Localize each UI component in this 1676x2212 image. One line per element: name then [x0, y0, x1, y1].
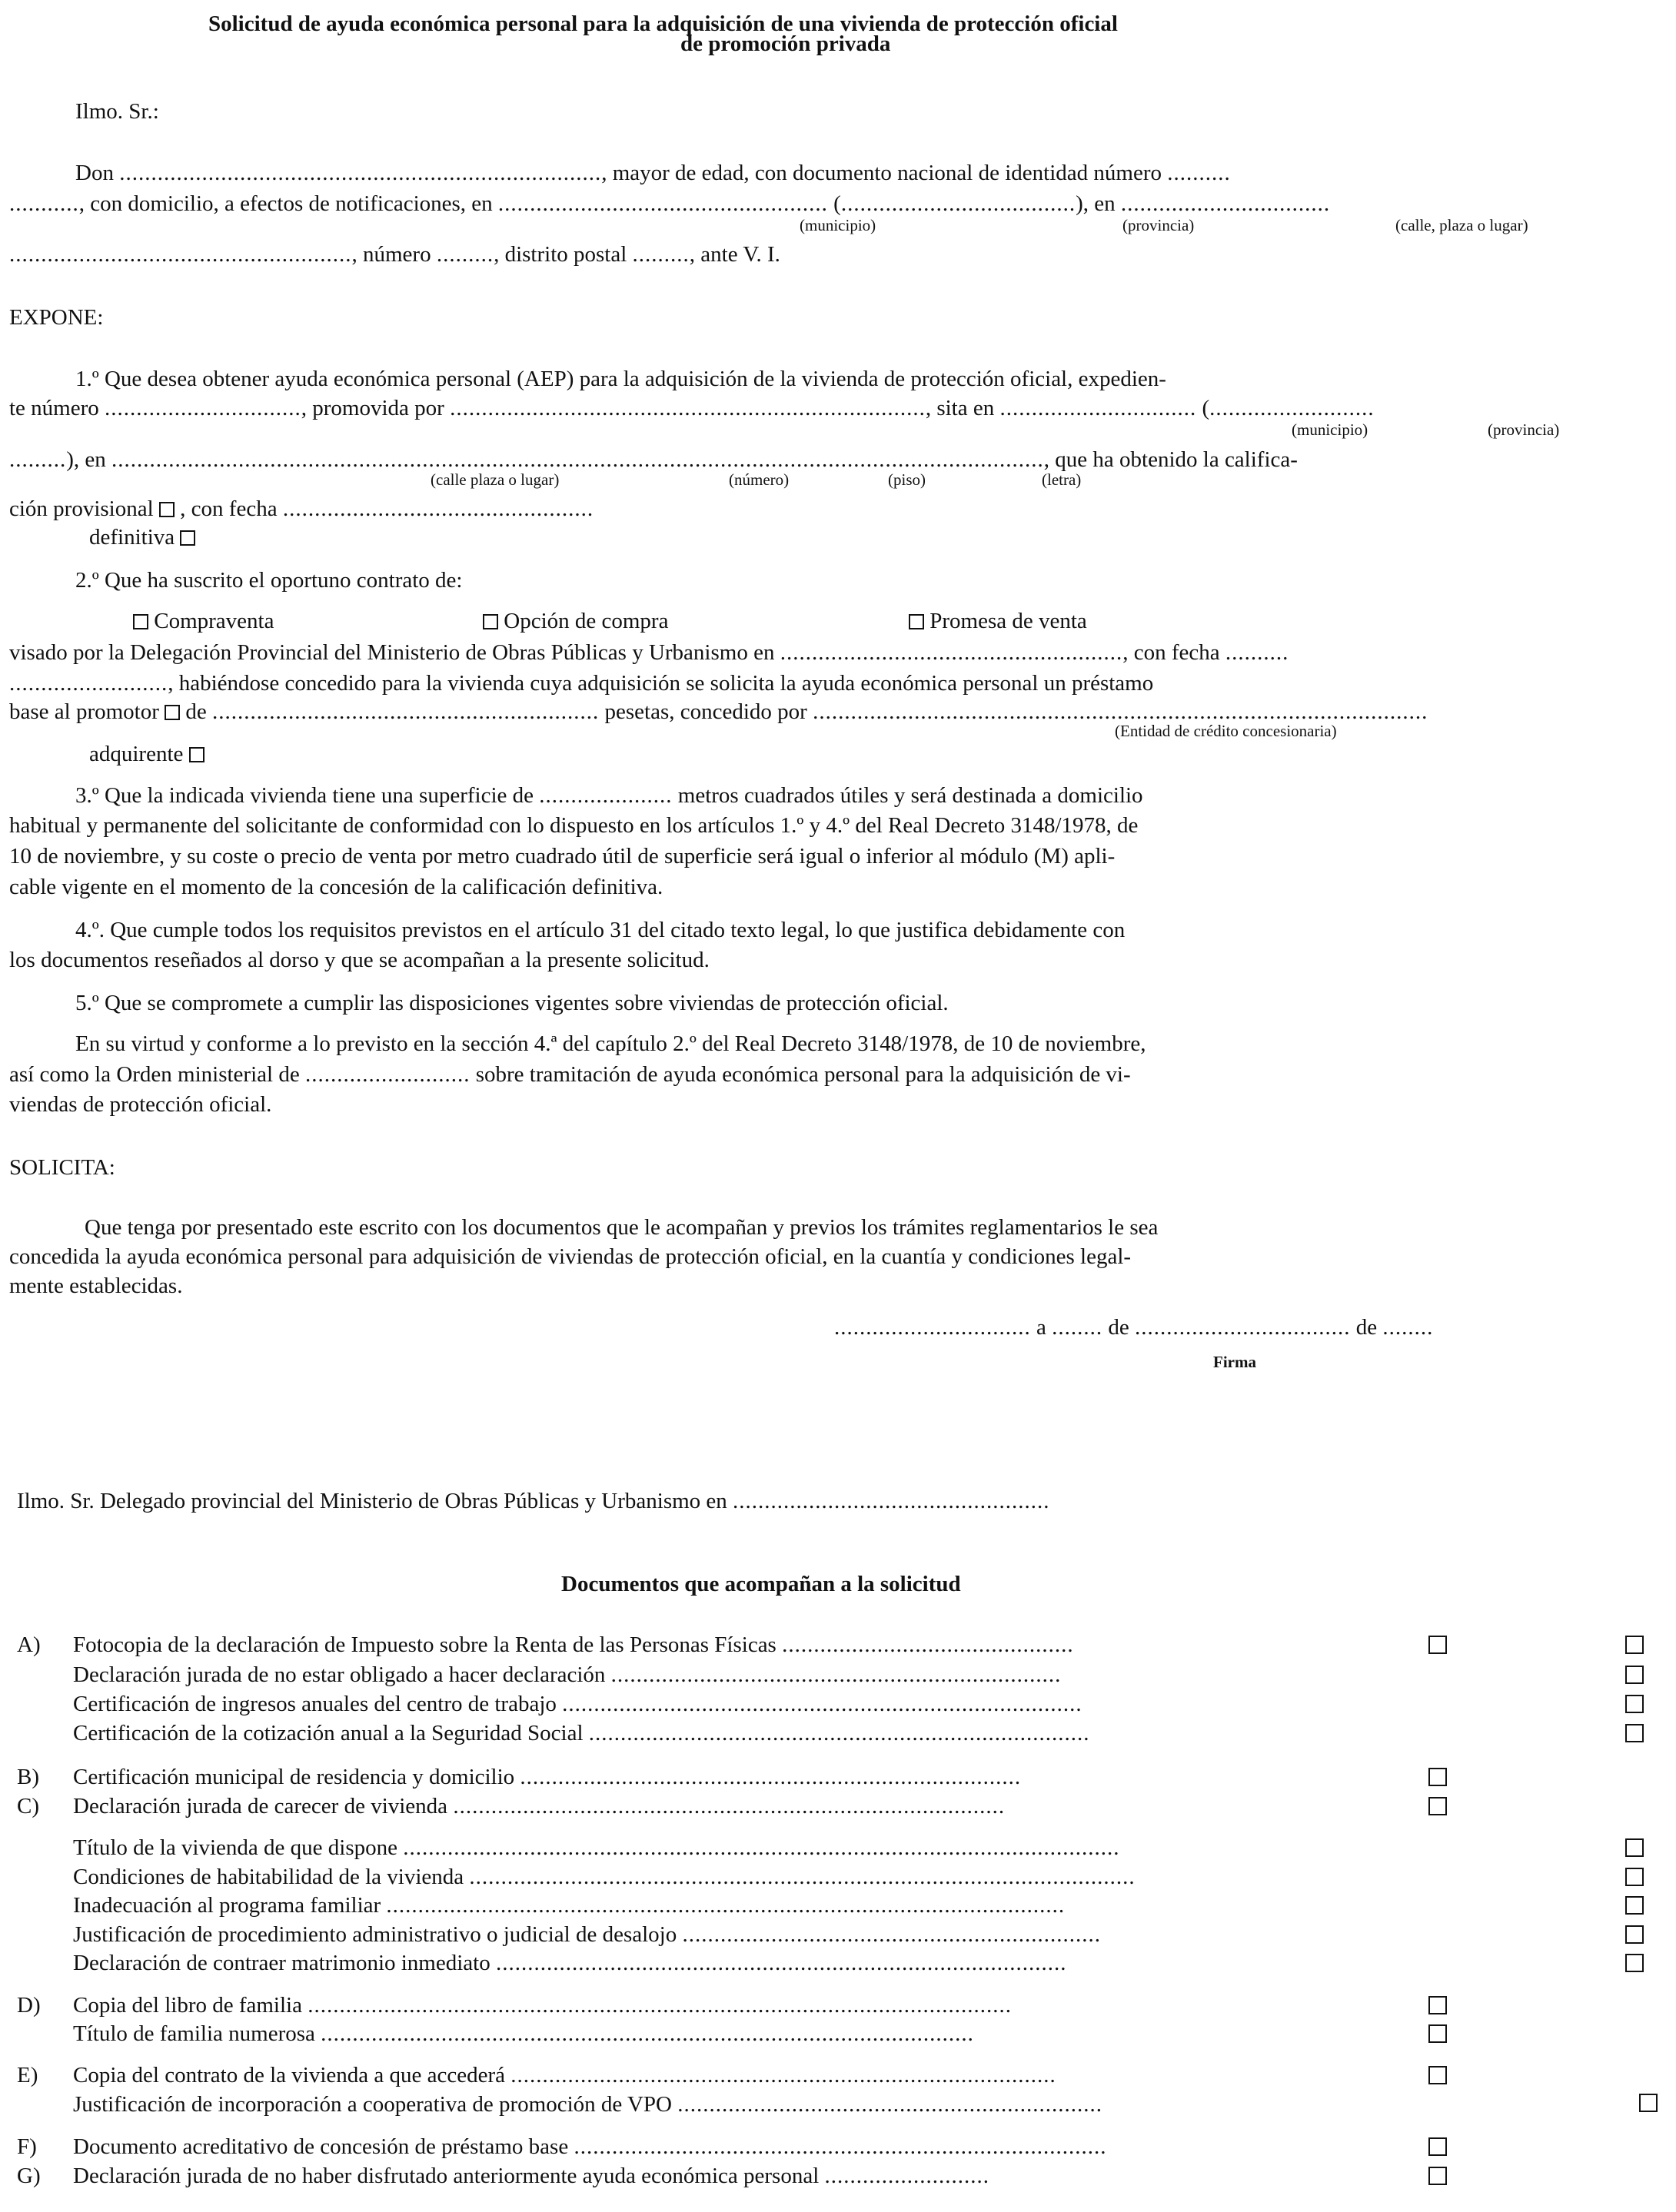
promotor-checkbox[interactable] — [165, 705, 180, 720]
sub-calle: (calle, plaza o lugar) — [1395, 216, 1528, 234]
sub-municipio: (municipio) — [800, 216, 876, 234]
doc-item: Documento acreditativo de concesión de préstamo base .................................................................................... — [73, 2134, 1107, 2159]
doc-checkbox-a1-b[interactable] — [1625, 1636, 1644, 1654]
doc-letter: C) — [17, 1794, 39, 1818]
addressee-line: Ilmo. Sr. Delegado provincial del Ministerio de Obras Públicas y Urbanismo en .................................................. — [17, 1489, 1050, 1513]
opcion-compra-checkbox[interactable] — [483, 614, 498, 629]
p1-sub-numero: (número) — [729, 470, 790, 489]
adquirente-checkbox[interactable] — [189, 747, 205, 762]
p1-sub-provincia: (provincia) — [1488, 420, 1560, 439]
p1-provincia-field[interactable]: .......................... — [1209, 396, 1375, 420]
p4-line-2: los documentos reseñados al dorso y que se acompañan a la presente solicitud. — [9, 948, 710, 972]
intro-line-3: ......................................................, número ........., distrito postal ........., ante V. I. — [9, 242, 780, 267]
p2-line-4: ........................., habiéndose concedido para la vivienda cuya adquisición se solicita la ayuda económica personal un préstamo — [9, 671, 1154, 696]
intro-line-1: Don ............................................................................, mayor de edad, con documento nacional de identidad número .......... — [75, 161, 1231, 185]
cp-field[interactable]: ......... — [632, 242, 690, 267]
p3-line-2: habitual y permanente del solicitante de conformidad con lo dispuesto en los artículos 1.º y 4.º del Real Decreto 3148/1978, de — [9, 813, 1139, 838]
doc-item: Certificación municipal de residencia y domicilio ............................................................................... — [73, 1765, 1022, 1789]
doc-checkbox-c5[interactable] — [1625, 1954, 1644, 1972]
doc-checkbox-a3[interactable] — [1625, 1695, 1644, 1713]
doc-letter: G) — [17, 2164, 41, 2188]
visado-en-field[interactable]: ...................................................... — [780, 640, 1123, 665]
p2-options: Compraventa — [133, 608, 274, 634]
p4-line-1: 4.º. Que cumple todos los requisitos previstos en el artículo 31 del citado texto legal, lo que justifica debidamente con — [75, 918, 1126, 942]
calle-field-cont[interactable]: ...................................................... — [9, 242, 352, 267]
p1-sub-calle: (calle plaza o lugar) — [431, 470, 560, 489]
doc-item: Copia del libro de familia ............................................................................................................... — [73, 1993, 1012, 2018]
p1-line-5: definitiva — [89, 524, 195, 550]
calle-field[interactable]: ................................. — [1120, 191, 1331, 216]
p1-address-field[interactable]: ................................................................................................................................................... — [111, 447, 1044, 472]
p3-line-3: 10 de noviembre, y su coste o precio de venta por metro cuadrado útil de superficie será igual o inferior al módulo (M) apli- — [9, 844, 1116, 869]
doc-item: Certificación de la cotización anual a la Seguridad Social ............................................................................... — [73, 1721, 1090, 1745]
doc-letter: E) — [17, 2063, 38, 2087]
dni-field-cont[interactable]: ........... — [9, 191, 79, 216]
doc-checkbox-e2[interactable] — [1639, 2094, 1658, 2112]
sub-provincia: (provincia) — [1122, 216, 1195, 234]
doc-checkbox-a4[interactable] — [1625, 1724, 1644, 1742]
firma-label: Firma — [1213, 1353, 1256, 1371]
doc-item: Inadecuación al programa familiar ........................................................................................................... — [73, 1893, 1066, 1918]
p2-line-6: adquirente — [89, 741, 205, 767]
definitiva-checkbox[interactable] — [180, 530, 195, 546]
doc-checkbox-d2[interactable] — [1428, 2024, 1447, 2043]
numero-field[interactable]: ......... — [436, 242, 494, 267]
name-field[interactable]: ............................................................................ — [119, 161, 602, 185]
documents-heading: Documentos que acompañan a la solicitud — [561, 1572, 961, 1596]
dia-field[interactable]: ........ — [1052, 1315, 1103, 1340]
doc-checkbox-c1[interactable] — [1625, 1838, 1644, 1857]
p2-sub-entidad: (Entidad de crédito concesionaria) — [1115, 722, 1337, 740]
solicita-line-1: Que tenga por presentado este escrito con los documentos que le acompañan y previos los trámites reglamentarios le sea — [85, 1215, 1159, 1240]
doc-checkbox-f[interactable] — [1428, 2137, 1447, 2156]
lugar-field[interactable]: ............................... — [834, 1315, 1031, 1340]
visado-fecha-cont[interactable]: ......................... — [9, 671, 168, 696]
p2-line-5: base al promotor de ............................................................. pesetas, concedido por ................................................................................................. — [9, 699, 1428, 724]
orden-ministerial-field[interactable]: .......................... — [304, 1062, 471, 1087]
p6-line-2: así como la Orden ministerial de .......................... sobre tramitación de ayuda económica personal para la adquisición de vi- — [9, 1062, 1131, 1087]
doc-item: Certificación de ingresos anuales del centro de trabajo .................................................................................. — [73, 1692, 1082, 1716]
p6-line-3: viendas de protección oficial. — [9, 1092, 272, 1117]
p1-provincia-cont[interactable]: ......... — [9, 447, 67, 472]
doc-item: Declaración jurada de carecer de vivienda ....................................................................................... — [73, 1794, 1006, 1818]
doc-checkbox-g[interactable] — [1428, 2167, 1447, 2185]
municipio-field[interactable]: .................................................... — [497, 191, 828, 216]
p1-line-1: 1.º Que desea obtener ayuda económica personal (AEP) para la adquisición de la vivienda de protección oficial, expedien- — [75, 367, 1166, 391]
dni-field[interactable]: .......... — [1167, 161, 1231, 185]
p3-line-4: cable vigente en el momento de la concesión de la calificación definitiva. — [9, 875, 663, 899]
doc-letter: F) — [17, 2134, 37, 2159]
superficie-field[interactable]: ..................... — [539, 783, 673, 808]
promesa-venta-checkbox[interactable] — [909, 614, 924, 629]
form-title-line2: de promoción privada — [680, 32, 891, 56]
doc-checkbox-c[interactable] — [1428, 1797, 1447, 1815]
solicita-heading: SOLICITA: — [9, 1155, 115, 1180]
prestamo-importe-field[interactable]: ............................................................. — [212, 699, 600, 724]
expone-heading: EXPONE: — [9, 305, 104, 330]
promotor-field[interactable]: ........................................................................... — [450, 396, 926, 420]
doc-checkbox-c2[interactable] — [1625, 1868, 1644, 1886]
doc-item: Declaración jurada de no haber disfrutado anteriormente ayuda económica personal .......................... — [73, 2164, 990, 2188]
provisional-checkbox[interactable] — [159, 502, 175, 517]
mes-field[interactable]: .................................. — [1135, 1315, 1351, 1340]
p2-option-2: Opción de compra — [483, 608, 668, 634]
expediente-field[interactable]: ............................... — [105, 396, 301, 420]
solicita-line-2: concedida la ayuda económica personal para adquisición de viviendas de protección oficial, en la cuantía y condiciones legal- — [9, 1244, 1132, 1269]
doc-checkbox-e1[interactable] — [1428, 2066, 1447, 2084]
doc-item: Fotocopia de la declaración de Impuesto sobre la Renta de las Personas Físicas .............................................. — [73, 1632, 1074, 1657]
doc-item: Declaración de contraer matrimonio inmediato .......................................................................................... — [73, 1951, 1067, 1975]
p2-line-3: visado por la Delegación Provincial del Ministerio de Obras Públicas y Urbanismo en ......................................................, con fecha .......... — [9, 640, 1289, 665]
p1-sub-piso: (piso) — [888, 470, 926, 489]
p5-line: 5.º Que se compromete a cumplir las disposiciones vigentes sobre viviendas de protección oficial. — [75, 991, 949, 1015]
p1-municipio-field[interactable]: ............................... — [999, 396, 1197, 420]
delegacion-field[interactable]: .................................................. — [733, 1489, 1050, 1513]
doc-letter: A) — [17, 1632, 41, 1657]
p1-line-4: ción provisional , con fecha ................................................. — [9, 497, 594, 521]
doc-item: Título de la vivienda de que dispone ................................................................................................................. — [73, 1835, 1120, 1860]
date-line: ............................... a ........ de .................................. de ........ — [834, 1315, 1434, 1340]
doc-item: Título de familia numerosa ....................................................................................................... — [73, 2021, 974, 2046]
p1-line-3: .........), en ..................................................................................................................................................., que ha obtenido la califica- — [9, 447, 1298, 472]
doc-checkbox-d1[interactable] — [1428, 1996, 1447, 2014]
p2-option-3: Promesa de venta — [909, 608, 1087, 634]
doc-item: Copia del contrato de la vivienda a que accederá ...................................................................................... — [73, 2063, 1056, 2087]
visado-fecha-field[interactable]: .......... — [1225, 640, 1289, 665]
solicita-line-3: mente establecidas. — [9, 1274, 183, 1298]
doc-checkbox-a1[interactable] — [1428, 1636, 1447, 1654]
intro-line-2: ..........., con domicilio, a efectos de notificaciones, en .................................................... (.....................................), en ................................. — [9, 191, 1331, 216]
doc-letter: D) — [17, 1993, 41, 2018]
doc-checkbox-c3[interactable] — [1625, 1896, 1644, 1915]
p2-line-1: 2.º Que ha suscrito el oportuno contrato de: — [75, 568, 463, 593]
doc-letter: B) — [17, 1765, 39, 1789]
provincia-field[interactable]: ..................................... — [840, 191, 1076, 216]
doc-item: Justificación de incorporación a cooperativa de promoción de VPO ................................................................... — [73, 2092, 1102, 2117]
fecha-calificacion-field[interactable]: ................................................. — [282, 497, 594, 521]
p1-sub-letra: (letra) — [1042, 470, 1082, 489]
anio-field[interactable]: ........ — [1382, 1315, 1434, 1340]
doc-checkbox-a2[interactable] — [1625, 1666, 1644, 1684]
form-title-line1: Solicitud de ayuda económica personal para la adquisición de una vivienda de protección oficial — [208, 12, 1118, 36]
p1-sub-municipio: (municipio) — [1292, 420, 1368, 439]
doc-checkbox-c4[interactable] — [1625, 1925, 1644, 1944]
doc-item: Declaración jurada de no estar obligado a hacer declaración ....................................................................... — [73, 1662, 1062, 1687]
doc-item: Condiciones de habitabilidad de la vivienda ......................................................................................................... — [73, 1865, 1136, 1889]
doc-item: Justificación de procedimiento administrativo o judicial de desalojo .................................................................. — [73, 1922, 1101, 1947]
entidad-credito-field[interactable]: ................................................................................................. — [813, 699, 1428, 724]
p1-line-2: te número ..............................., promovida por ..........................................................................., sita en ............................... (.......................... — [9, 396, 1375, 420]
p6-line-1: En su virtud y conforme a lo previsto en la sección 4.ª del capítulo 2.º del Real Decreto 3148/1978, de 10 de noviembre, — [75, 1031, 1146, 1056]
doc-checkbox-b[interactable] — [1428, 1768, 1447, 1786]
salutation: Ilmo. Sr.: — [75, 99, 159, 124]
p3-line-1: 3.º Que la indicada vivienda tiene una superficie de ..................... metros cuadrados útiles y será destinada a domicilio — [75, 783, 1143, 808]
compraventa-checkbox[interactable] — [133, 614, 148, 629]
